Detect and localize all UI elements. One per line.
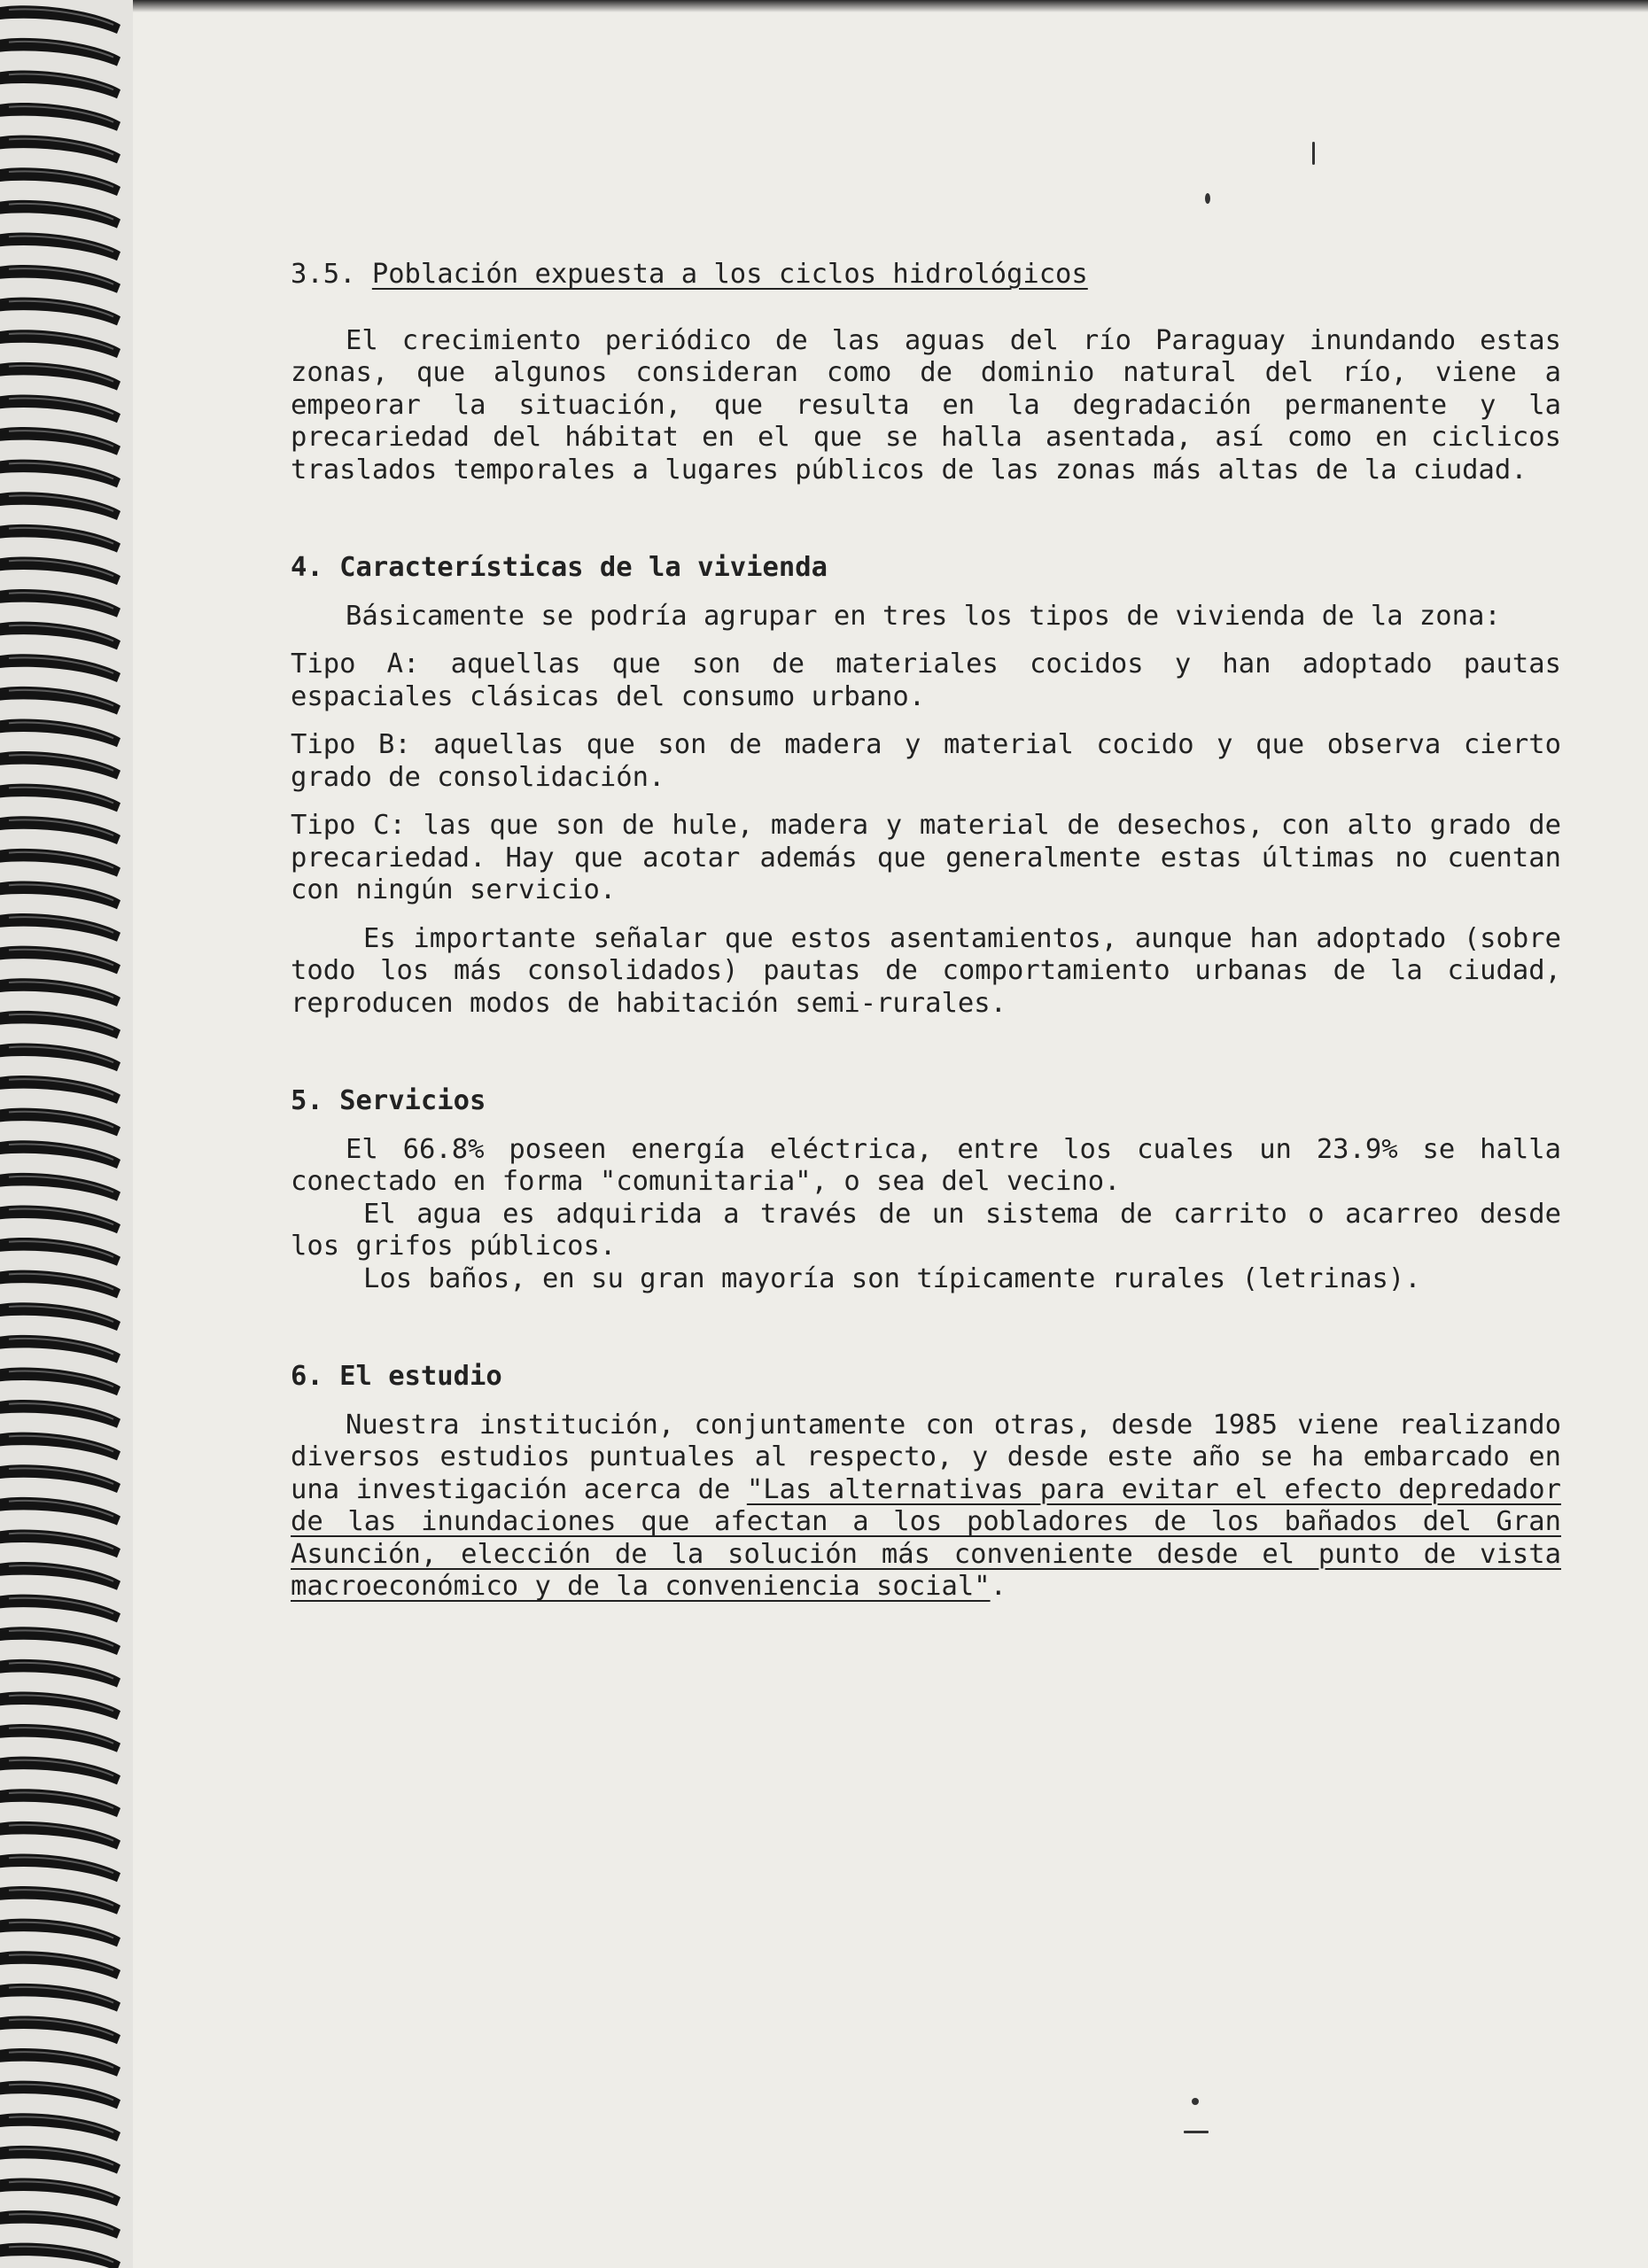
section-4-title: Características de la vivienda [339,552,828,583]
study-text: Nuestra institución, conjuntamente con otras, desde 1985 viene realizando diversos estudios puntuales al respecto, y desde este año se ha embarcado en una investigación acerca de [291,1409,1561,1505]
section-4-heading [291,552,1561,585]
housing-type-a: Tipo A: aquellas que son de materiales cocidos y han adoptado pautas espaciales clásicas del consumo urbano. [291,649,1561,712]
ink-speck [1205,193,1210,204]
ink-speck [1192,2098,1199,2105]
section-3-5-paragraph: El crecimiento periódico de las aguas del río Paraguay inundando estas zonas, que algunos consideran como de dominio natural del río, viene a empeorar la situación, que resulta en la degradación permanente y la precariedad del hábitat en el que se halla asentada, así como en ciclicos traslados temporales a lugares públicos de las zonas más altas de la ciudad. [291,324,1561,485]
section-4-closing: Es importante señalar que estos asentamientos, aunque han adoptado (sobre todo los más consolidados) pautas de comportamiento urbanas de la ciudad, reproducen modos de habitación semi-rurales. [291,922,1561,1019]
services-water: El agua es adquirida a través de un sistema de carrito o acarreo desde los grifos públicos. [291,1198,1561,1262]
services-bathrooms: Los baños, en su gran mayoría son típicamente rurales (letrinas). [363,1262,1421,1294]
study-end: . [990,1571,1007,1602]
spiral-binding [0,0,133,2268]
section-3-5-title: Población expuesta a los ciclos hidrológicos [371,259,1088,290]
document-body [291,259,1561,1604]
services-electricity: El 66.8% poseen energía eléctrica, entre los cuales un 23.9% se halla conectado en forma "comunitaria", o sea del vecino. [291,1133,1561,1197]
section-3-5-heading [291,259,1561,291]
housing-type-c: Tipo C: las que son de hule, madera y material de desechos, con alto grado de precariedad. Hay que acotar además que generalmente estas últimas no cuentan con ningún servicio. [291,810,1561,905]
page-top-shadow [124,0,1648,12]
section-6-title: El estudio [339,1361,502,1392]
section-6-number: 6. [291,1361,323,1392]
study-title-quote: "Las alternativas para evitar el efecto depredador de las inundaciones que afectan a los pobladores de los bañados del Gran Asunción, elección de la solución más conveniente desde el punto de vista macroeconómico y de la conveniencia social" [291,1473,1561,1602]
section-5-number: 5. [291,1085,323,1116]
ink-speck [1184,2131,1209,2133]
section-4-intro: Básicamente se podría agrupar en tres los tipos de vivienda de la zona: [346,600,1501,632]
section-5-title: Servicios [339,1085,486,1116]
section-6-heading [291,1361,1561,1394]
section-3-5-number: 3.5. [291,259,356,290]
housing-type-b: Tipo B: aquellas que son de madera y material cocido y que observa cierto grado de consolidación. [291,729,1561,793]
section-4-number: 4. [291,552,323,583]
section-5-heading [291,1085,1561,1118]
ink-speck [1312,142,1315,165]
section-6-paragraph [291,1410,1561,1604]
